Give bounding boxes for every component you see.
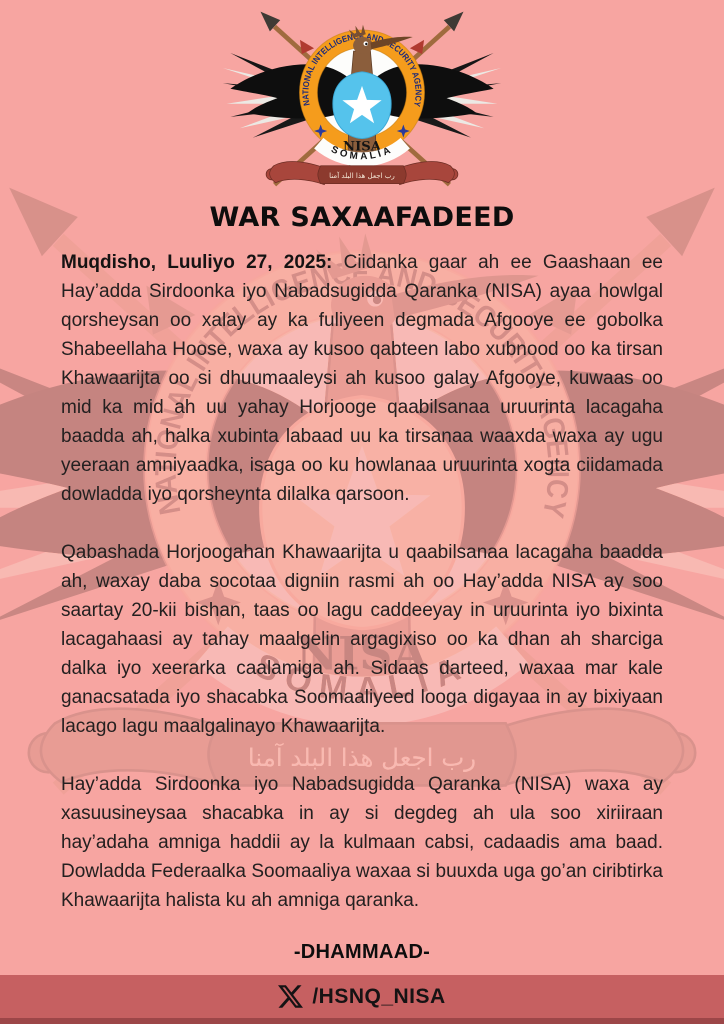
paragraph-3-text: Hay’adda Sirdoonka iyo Nabadsugidda Qaranka (NISA) waxa ay xasuusineysaa shacabka in ay si degdeg ah ula soo xiriiraan hay’adaha amniga haddii ay la kulmaan cabsi, cadaadis ama baad. Dowladda Federaalka Soomaaliya waxaa si buuxda uga go’an ciribtirka Khawaarijta halista ku ah amniga qaranka. [61,774,663,911]
header [0,0,724,194]
page-title: WAR SAXAAFADEED [209,202,515,233]
press-release-body [0,233,724,967]
paragraph-3 [61,770,663,915]
paragraph-2-text: Qabashada Horjoogahan Khawaarijta u qaabilsanaa lacagaha baadda ah, waxay daba socotaa digniin rasmi ah oo Hay’adda NISA ay soo saartay 20-kii bishan, taas oo lagu caddeeyay in uruurinta iyo bixinta lacagahaasi ay tahay maalgelin argagixiso oo ka dhan ah sharciga dalka iyo xeerarka caalamiga ah. Sidaas darteed, waxaa mar kale ganacsatada iyo shacabka Soomaaliyeed looga digayaa in ay bixiyaan lacago lagu maalgalinayo Khawaarijta. [61,542,663,737]
paragraph-1-text: Ciidanka gaar ah ee Gaashaan ee Hay’adda Sirdoonka iyo Nabadsugidda Qaranka (NISA) ayaa howlgal qorsheysan oo xalay ay ka fuliyeen degmada Afgooye ee gobolka Shabeellaha Hoose, waxa ay kusoo qabteen labo xubnood oo ka tirsan Khawaarijta oo si dhuumaaleysi ah kusoo galay Afgooye, kuwaas oo mid ka mid ah uu yahay Horjooge qaabilsanaa uruurinta lacagaha baadda ah, halka xubinta labaad uu ka tirsanaa waaxda waxa ay ugu yeeraan amniyaadka, isaga oo ku howlanaa uruurinta xogta ciidamada dowladda iyo qorsheynta dilalka qarsoon. [61,252,663,505]
nisa-agency-logo [221,6,503,194]
x-logo-icon [278,984,303,1009]
closing-line: -DHAMMAAD- [293,941,431,963]
dateline: Muqdisho, Luuliyo 27, 2025: [61,252,333,273]
footer-bar [0,975,724,1024]
paragraph-2 [61,538,663,741]
x-handle: /HSNQ_NISA [312,984,446,1008]
paragraph-1 [61,248,663,509]
